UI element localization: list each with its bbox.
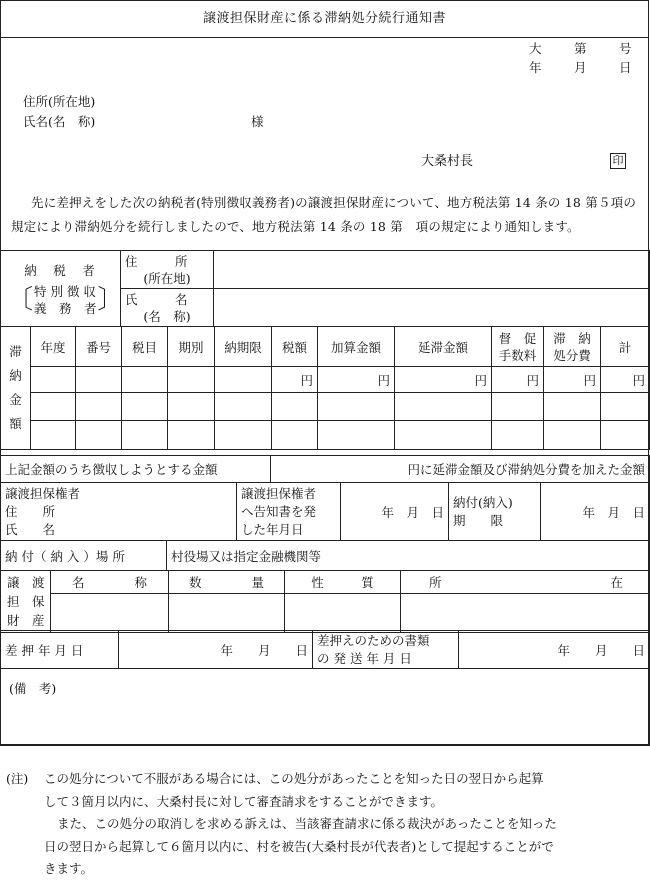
form-cell bbox=[51, 593, 169, 632]
collect-left: 上記金額のうち徴収しようとする金額 bbox=[1, 456, 271, 483]
payplace-value: 村役場又は指定金融機関等 bbox=[167, 541, 650, 571]
location-char-1: 所 bbox=[429, 574, 442, 590]
form-cell bbox=[272, 393, 318, 421]
holder-line1: 譲渡担保権者 bbox=[5, 485, 81, 501]
holder-line2: 住 所 bbox=[5, 503, 56, 519]
form-cell bbox=[169, 593, 285, 632]
doc-no-mid: 第 bbox=[574, 41, 587, 56]
taxpayer-name-label bbox=[121, 289, 214, 327]
disposition-fee-line1: 滞 納 bbox=[553, 330, 591, 346]
property-side-1: 譲 渡 bbox=[7, 575, 45, 590]
bracket-left-icon: 〔 bbox=[7, 284, 34, 315]
yen-unit: 円 bbox=[601, 367, 650, 393]
addr-line1: 住 所 bbox=[125, 253, 188, 269]
body-text: 先に差押えをした次の納税者(特別徴収義務者)の譲渡担保財産について、地方税法第 14 条の 18 第５項の規定により滞納処分を続行しましたので、地方税法第 14 条の 18 第 項の規定により通知します。 bbox=[11, 195, 637, 234]
header-number: 番号 bbox=[76, 327, 122, 367]
arrears-cell bbox=[122, 367, 168, 393]
header-late-fee: 延滞金額 bbox=[395, 327, 492, 367]
property-header-nature: 性 質 bbox=[285, 571, 401, 594]
seizure-doc-label bbox=[313, 631, 459, 669]
yen-unit: 円 bbox=[492, 367, 544, 393]
remarks-table bbox=[0, 668, 650, 746]
doc-no-prefix: 大 bbox=[529, 41, 542, 56]
yen-unit: 円 bbox=[318, 367, 395, 393]
demand-fee-line1: 督 促 bbox=[498, 330, 537, 346]
notes-line4: 日の翌日から起算して６箇月以内に、村を被告(大桑村長が代表者)として提起することがで bbox=[44, 838, 554, 854]
header-total: 計 bbox=[601, 327, 650, 367]
form-cell bbox=[544, 393, 601, 421]
header-tax-item: 税目 bbox=[122, 327, 168, 367]
property-header-location bbox=[401, 571, 650, 594]
arrears-cell bbox=[31, 367, 76, 393]
form-cell bbox=[318, 421, 395, 450]
form-cell bbox=[31, 393, 76, 421]
property-side-2: 担 保 bbox=[7, 594, 45, 609]
form-cell bbox=[122, 393, 168, 421]
notes-line1: この処分について不服がある場合には、この処分があったことを知った日の翌日から起算 bbox=[44, 771, 544, 786]
side-char-1: 滞 bbox=[9, 344, 22, 359]
name-line2: (名 称) bbox=[143, 308, 191, 324]
seizure-label: 差 押 年 月 日 bbox=[1, 631, 119, 669]
location-char-2: 在 bbox=[610, 574, 623, 590]
form-cell bbox=[601, 393, 650, 421]
doc-date-month: 月 bbox=[574, 60, 587, 75]
doc-no-suffix: 号 bbox=[619, 41, 632, 56]
notes-line5: きます。 bbox=[44, 861, 94, 876]
arrears-cell bbox=[168, 367, 215, 393]
recipient-honorific: 様 bbox=[251, 114, 264, 129]
seal-mark: 印 bbox=[610, 153, 626, 169]
form-cell bbox=[401, 593, 650, 632]
form-cell bbox=[395, 393, 492, 421]
form-cell bbox=[492, 421, 544, 450]
document-title: 譲渡担保財産に係る滞納処分続行通知書 bbox=[1, 1, 648, 38]
arrears-cell bbox=[215, 367, 272, 393]
recipient-name-label: 氏名(名 称) bbox=[23, 114, 96, 129]
taxpayer-sub2: 義 務 者 bbox=[34, 300, 97, 316]
notes-label: (注) bbox=[6, 771, 29, 786]
form-cell bbox=[76, 421, 122, 450]
payplace-label: 納 付（ 納 入 ）場 所 bbox=[1, 541, 167, 571]
holder-notice-date: 年 月 日 bbox=[341, 483, 449, 541]
form-cell bbox=[215, 393, 272, 421]
header-demand-fee bbox=[492, 327, 544, 367]
yen-unit: 円 bbox=[395, 367, 492, 393]
header-year: 年度 bbox=[31, 327, 76, 367]
form-cell bbox=[601, 421, 650, 450]
notes-line2: して３箇月以内に、大桑村長に対して審査請求をすることができます。 bbox=[44, 793, 444, 809]
yen-unit: 円 bbox=[272, 367, 318, 393]
header-period: 期別 bbox=[168, 327, 215, 367]
name-line1: 氏 名 bbox=[125, 291, 188, 307]
doc-date-year: 年 bbox=[529, 60, 542, 75]
arrears-cell bbox=[76, 367, 122, 393]
collect-right: 円に延滞金額及び滞納処分費を加えた金額 bbox=[271, 456, 650, 483]
notes-line3: また、この処分の取消しを求める訴えは、当該審査請求に係る裁決があったことを知った bbox=[57, 816, 557, 831]
form-cell bbox=[492, 393, 544, 421]
form-cell bbox=[168, 421, 215, 450]
pay-deadline-label bbox=[449, 483, 541, 541]
side-char-4: 額 bbox=[9, 416, 22, 431]
issuer-name: 大桑村長 bbox=[421, 154, 474, 169]
header-additional: 加算金額 bbox=[318, 327, 395, 367]
notes bbox=[6, 768, 646, 881]
form-cell bbox=[76, 393, 122, 421]
arrears-side-label bbox=[1, 327, 31, 450]
taxpayer-label: 納 税 者 bbox=[24, 262, 97, 278]
seizure-date: 年 月 日 bbox=[119, 631, 313, 669]
seizure-doc-date: 年 月 日 bbox=[459, 631, 650, 669]
holder-line3: 氏 名 bbox=[5, 521, 56, 537]
form-cell bbox=[272, 421, 318, 450]
pay-deadline-date: 年 月 日 bbox=[541, 483, 650, 541]
header-due-date: 納期限 bbox=[215, 327, 272, 367]
taxpayer-address-label bbox=[121, 251, 214, 289]
property-table bbox=[0, 570, 650, 633]
taxpayer-table bbox=[0, 250, 650, 327]
side-char-2: 納 bbox=[9, 368, 22, 383]
arrears-table bbox=[0, 326, 650, 450]
form-cell bbox=[544, 421, 601, 450]
holder-table bbox=[0, 482, 650, 541]
taxpayer-label-cell bbox=[1, 251, 124, 327]
form-cell bbox=[168, 393, 215, 421]
property-side-label bbox=[1, 571, 51, 633]
recipient-address-label: 住所(所在地) bbox=[23, 94, 96, 109]
form-cell bbox=[215, 421, 272, 450]
header-disposition-fee bbox=[544, 327, 601, 367]
yen-unit: 円 bbox=[544, 367, 601, 393]
seizure-doc-line2: の 発 送 年 月 日 bbox=[317, 650, 412, 666]
form-cell bbox=[31, 421, 76, 450]
seizure-doc-line1: 差押えのための書類 bbox=[317, 632, 430, 648]
holder-notice-label bbox=[237, 483, 341, 541]
demand-fee-line2: 手数料 bbox=[498, 347, 537, 363]
disposition-fee-line2: 処分費 bbox=[553, 347, 591, 363]
addr-line2: (所在地) bbox=[143, 270, 191, 286]
holder-info bbox=[1, 483, 237, 541]
header-tax-amount: 税額 bbox=[272, 327, 318, 367]
payplace-table bbox=[0, 540, 650, 571]
bracket-right-icon: 〕 bbox=[97, 284, 124, 315]
form-cell bbox=[395, 421, 492, 450]
collect-table bbox=[0, 455, 650, 483]
form-cell bbox=[318, 393, 395, 421]
property-header-name: 名 称 bbox=[51, 571, 169, 594]
property-side-3: 財 産 bbox=[7, 613, 45, 628]
taxpayer-address-value bbox=[214, 251, 650, 289]
seizure-table bbox=[0, 630, 650, 669]
doc-date-day: 日 bbox=[619, 60, 632, 75]
remarks-label: (備 考) bbox=[1, 669, 650, 746]
side-char-3: 金 bbox=[9, 392, 22, 407]
notice-line1: 譲渡担保権者 bbox=[241, 485, 317, 501]
form-cell bbox=[285, 593, 401, 632]
taxpayer-sub1: 特 別 徴 収 bbox=[34, 283, 96, 299]
property-header-qty: 数 量 bbox=[169, 571, 285, 594]
form-cell bbox=[122, 421, 168, 450]
taxpayer-name-value bbox=[214, 289, 650, 327]
pay-line2: 期 限 bbox=[453, 512, 504, 528]
notice-line2: へ告知書を発 bbox=[241, 503, 317, 519]
pay-line1: 納付(納入) bbox=[453, 494, 513, 510]
notice-line3: した年月日 bbox=[241, 521, 304, 537]
